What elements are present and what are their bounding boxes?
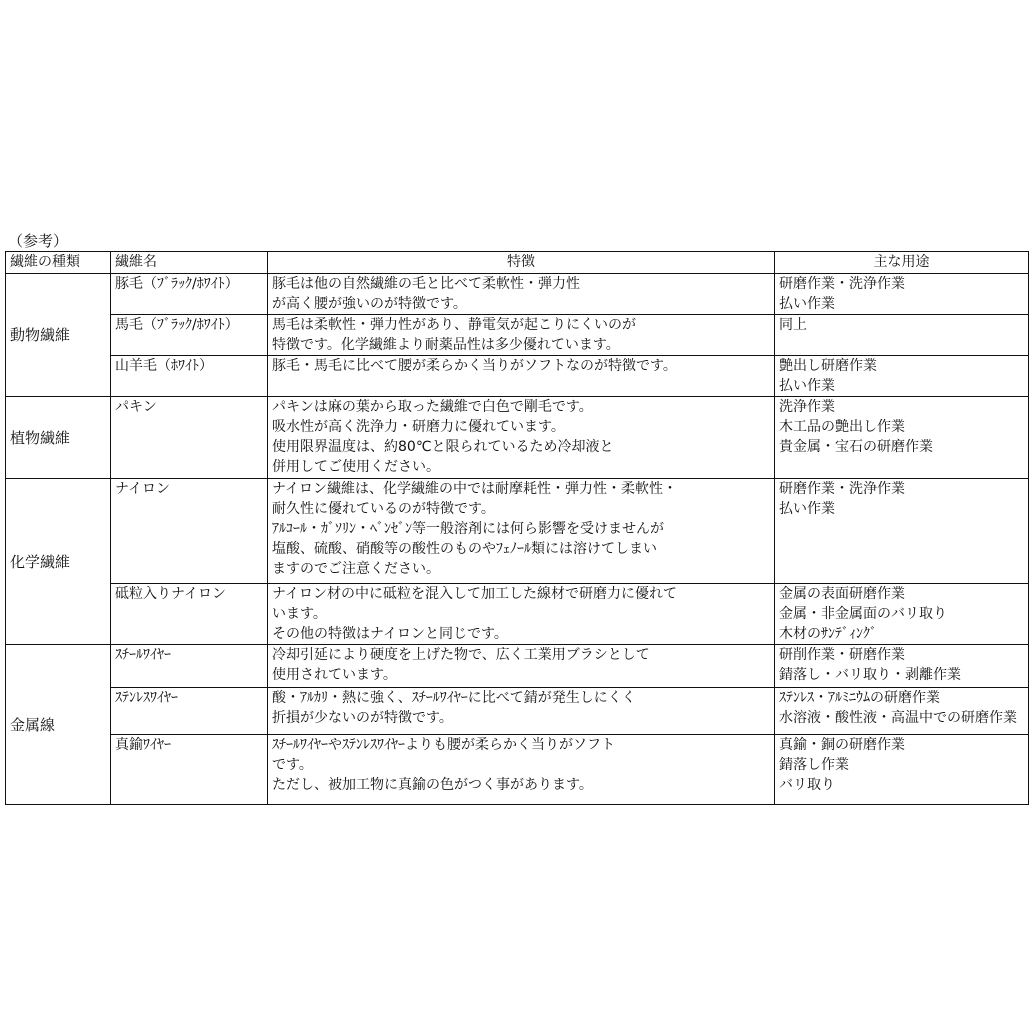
table-row (6, 479, 1029, 584)
fiber-uses (775, 688, 1029, 735)
use-line: 艶出し研磨作業 (779, 358, 877, 374)
feature-line: その他の特徴はナイロンと同じです。 (272, 626, 508, 642)
use-line: 錆落し作業 (779, 757, 849, 773)
fiber-uses (775, 397, 1029, 479)
feature-line: います。 (272, 606, 327, 622)
feature-line: ただし、被加工物に真鍮の色がつく事があります。 (272, 777, 593, 793)
use-line: 貴金属・宝石の研磨作業 (779, 439, 933, 455)
header-fiber-name: 繊維名 (111, 252, 268, 274)
feature-line: 吸水性が高く洗浄力・研磨力に優れています。 (272, 419, 565, 435)
fiber-name: 馬毛（ﾌﾞﾗｯｸ/ﾎﾜｲﾄ） (111, 315, 268, 356)
fiber-name: パキン (111, 397, 268, 479)
feature-line: ｽﾁｰﾙﾜｲﾔｰやｽﾃﾝﾚｽﾜｲﾔｰよりも腰が柔らかく当りがソフト (272, 737, 615, 753)
fiber-category: 植物繊維 (6, 397, 111, 479)
use-line: 研磨作業・洗浄作業 (779, 276, 905, 292)
table-row (6, 688, 1029, 735)
feature-line: が高く腰が強いのが特徴です。 (272, 296, 467, 312)
fiber-uses (775, 735, 1029, 805)
fiber-category: 金属線 (6, 645, 111, 805)
fiber-uses (775, 645, 1029, 688)
fiber-features (268, 274, 775, 315)
use-line: バリ取り (779, 777, 835, 793)
table-row (6, 645, 1029, 688)
table-row (6, 356, 1029, 397)
fiber-name: 豚毛（ﾌﾞﾗｯｸ/ﾎﾜｲﾄ） (111, 274, 268, 315)
table-row (6, 315, 1029, 356)
feature-line: です。 (272, 757, 313, 773)
use-line: 木工品の艶出し作業 (779, 419, 905, 435)
feature-line: 使用されています。 (272, 667, 397, 683)
feature-line: 併用してご使用ください。 (272, 459, 440, 475)
feature-line: ますのでご注意ください。 (272, 561, 440, 577)
fiber-uses (775, 274, 1029, 315)
feature-line: 冷却引延により硬度を上げた物で、広く工業用ブラシとして (272, 647, 650, 663)
fiber-features (268, 315, 775, 356)
fiber-name: 山羊毛（ﾎﾜｲﾄ） (111, 356, 268, 397)
feature-line: ナイロン繊維は、化学繊維の中では耐摩耗性・弾力性・柔軟性・ (272, 481, 678, 497)
fiber-features (268, 397, 775, 479)
table-header-row (6, 252, 1029, 274)
header-fiber-type: 繊維の種類 (6, 252, 111, 274)
fiber-uses (775, 315, 1029, 356)
feature-line: 特徴です。化学繊維より耐薬品性は多少優れています。 (272, 337, 620, 353)
use-line: 錆落し・バリ取り・剥離作業 (779, 667, 961, 683)
use-line: 払い作業 (779, 296, 835, 312)
fiber-name: 真鍮ﾜｲﾔｰ (111, 735, 268, 805)
feature-line: 塩酸、硫酸、硝酸等の酸性のものやﾌｪﾉｰﾙ類には溶けてしまい (272, 541, 657, 557)
use-line: 木材のｻﾝﾃﾞｨﾝｸﾞ (779, 626, 877, 642)
feature-line: ｱﾙｺｰﾙ・ｶﾞｿﾘﾝ・ﾍﾞﾝｾﾞﾝ等一般溶剤には何ら影響を受けませんが (272, 521, 664, 537)
use-line: 払い作業 (779, 378, 835, 394)
use-line: 金属・非金属面のバリ取り (779, 606, 947, 622)
feature-line: 酸・ｱﾙｶﾘ・熱に強く、ｽﾁｰﾙﾜｲﾔｰに比べて錆が発生しにくく (272, 690, 636, 706)
table-row (6, 735, 1029, 805)
fiber-features (268, 645, 775, 688)
use-line: 真鍮・銅の研磨作業 (779, 737, 905, 753)
fiber-features (268, 584, 775, 645)
fiber-uses (775, 584, 1029, 645)
use-line: 水溶液・酸性液・高温中での研磨作業 (779, 710, 1017, 726)
fiber-category: 動物繊維 (6, 274, 111, 397)
feature-line: 馬毛は柔軟性・弾力性があり、静電気が起こりにくいのが (272, 317, 636, 333)
fiber-category: 化学繊維 (6, 479, 111, 645)
fiber-uses (775, 356, 1029, 397)
fiber-name: ｽﾃﾝﾚｽﾜｲﾔｰ (111, 688, 268, 735)
fiber-name: ナイロン (111, 479, 268, 584)
use-line: 研磨作業・洗浄作業 (779, 481, 905, 497)
feature-line: パキンは麻の葉から取った繊維で白色で剛毛です。 (272, 399, 593, 415)
header-features: 特徴 (268, 252, 775, 274)
table-row (6, 274, 1029, 315)
use-line: ｽﾃﾝﾚｽ・ｱﾙﾐﾆｳﾑの研磨作業 (779, 690, 940, 706)
use-line: 研削作業・研磨作業 (779, 647, 905, 663)
table-row (6, 397, 1029, 479)
fiber-features (268, 479, 775, 584)
reference-note: （参考） (8, 232, 69, 250)
fiber-name: ｽﾁｰﾙﾜｲﾔｰ (111, 645, 268, 688)
fiber-features (268, 688, 775, 735)
brush-fiber-table (5, 251, 1029, 805)
feature-line: 使用限界温度は、約80℃と限られているため冷却液と (272, 439, 614, 455)
header-uses: 主な用途 (775, 252, 1029, 274)
feature-line: 折損が少ないのが特徴です。 (272, 710, 453, 726)
feature-line: 豚毛は他の自然繊維の毛と比べて柔軟性・弾力性 (272, 276, 580, 292)
fiber-features (268, 735, 775, 805)
fiber-uses (775, 479, 1029, 584)
table-row (6, 584, 1029, 645)
feature-line: ナイロン材の中に砥粒を混入して加工した線材で研磨力に優れて (272, 586, 678, 602)
use-line: 洗浄作業 (779, 399, 835, 415)
use-line: 同上 (779, 317, 807, 333)
use-line: 払い作業 (779, 501, 835, 517)
feature-line: 耐久性に優れているのが特徴です。 (272, 501, 495, 517)
use-line: 金属の表面研磨作業 (779, 586, 905, 602)
feature-line: 豚毛・馬毛に比べて腰が柔らかく当りがソフトなのが特徴です。 (272, 358, 677, 374)
fiber-features (268, 356, 775, 397)
fiber-name: 砥粒入りナイロン (111, 584, 268, 645)
